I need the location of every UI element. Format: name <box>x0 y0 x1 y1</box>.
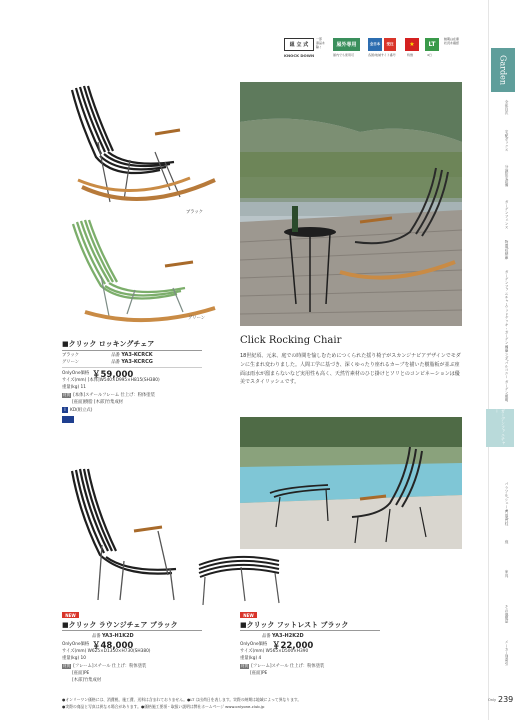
sidebar-tab-13[interactable]: 庭 <box>505 540 509 544</box>
rocking-price: ￥59,000 <box>92 370 134 380</box>
lounge-price: ￥48,000 <box>92 641 134 651</box>
lounge-material-row <box>62 664 146 670</box>
rocking-price-label: OnlyOne価格 <box>62 371 90 376</box>
badge-knockdown <box>284 38 314 51</box>
sidebar-tab-12[interactable]: 門扉/門柱 <box>505 510 509 526</box>
sidebar-tab-16[interactable]: メーカー別索引 <box>505 640 509 666</box>
lounge-material: [フレーム]スチール 仕上げ：粉体塗装 <box>73 664 147 669</box>
badge-nationwide <box>368 38 382 51</box>
lounge-divider <box>62 630 202 631</box>
footrest-price: ￥22,000 <box>272 641 314 651</box>
badge-order-label: 受注 <box>386 42 394 46</box>
footrest-weight: 重量(kg) 4 <box>240 656 262 661</box>
footrest-material: [フレーム]スチール 仕上げ：粉体塗装 <box>251 664 325 669</box>
footrest-material2: [座面]PE <box>250 671 268 676</box>
badge-lt-caption: 4日 <box>427 53 432 57</box>
footrest-image <box>195 545 285 607</box>
sidebar-tab-5[interactable]: ガーデンファニチャー <box>505 270 509 306</box>
footrest-title: ■クリック フットレスト ブラック <box>240 621 349 629</box>
sidebar-tab-2[interactable]: 分譲住宅設備 <box>505 165 509 187</box>
feature-title: Click Rocking Chair <box>240 335 342 346</box>
rocking-row-1-code: YA3-KCRCG <box>121 359 153 365</box>
lounge-chair-pool-photo <box>240 417 462 549</box>
badge-side-note: 一部 商品を 除く <box>316 37 326 49</box>
kd-icon: I <box>62 407 68 413</box>
lounge-weight: 重量(kg) 10 <box>62 656 86 661</box>
rocking-row-1 <box>62 359 153 366</box>
label-green: グリーン <box>188 316 206 321</box>
flag-china-icon: ★ <box>405 38 419 51</box>
badge-lt-label: LT <box>428 41 436 48</box>
lounge-code-label: 品番 <box>92 634 101 639</box>
rocking-weight: 重量(kg) 11 <box>62 385 86 390</box>
footrest-code-label: 品番 <box>262 634 271 639</box>
sidebar-tab-4[interactable]: 物置/収納庫 <box>505 240 509 260</box>
footer-note-1: ●オンリーワン価格には、消費税、施工費、送料は含まれておりません。●LT は出荷日を表します。実際の納期は地域によって異なります。 <box>62 697 302 702</box>
rocking-size: サイズ(mm) [本体]W540×D995×H815(SH380) <box>62 378 160 383</box>
page-number: 239 <box>498 695 514 704</box>
rocking-row-0-code: YA3-KCRCK <box>121 352 153 358</box>
feature-body: 18世紀頃、元来、庭での時間を愉しむためにつくられた揺り椅子がスカンジナビアデザインでモダンに生まれ変わりました。人間工学に基づき、深くゆったり座れるカーブを描いた樹脂板が並ぶ座面は雨水が溜まらないなど実用性も高く、天然竹素材のひじ掛けとソリとのコンビネーションは優美でスタイリッシュです。 <box>240 353 461 386</box>
badge-knockdown-caption: KNOCK DOWN <box>284 53 315 58</box>
rocking-material-row <box>62 393 155 399</box>
badge-lt <box>425 38 439 51</box>
badge-china-caption: 特徴 <box>407 53 414 57</box>
rocking-kd-row <box>62 407 92 414</box>
lounge-price-label: OnlyOne価格 <box>62 642 90 647</box>
sidebar-tab-14[interactable]: 家具 <box>505 570 509 578</box>
rocking-material2: [座面]樹脂 [木部]竹集成材 <box>72 400 124 405</box>
badge-outdoor <box>333 38 360 51</box>
rocking-divider <box>62 350 202 351</box>
rocking-row-0-code-label: 品番 <box>111 353 120 358</box>
lounge-chair-image <box>62 465 192 605</box>
lounge-material-tag: 材質 <box>63 664 71 668</box>
rocking-row-0-color: ブラック <box>62 353 80 358</box>
footrest-code: YA3-H2K2D <box>271 633 304 639</box>
sidebar-tab-3[interactable]: ガーデンフェンス <box>505 200 509 229</box>
lounge-title: ■クリック ラウンジチェア ブラック <box>62 621 178 629</box>
lounge-material2: [座面]PE <box>72 671 90 676</box>
sidebar-tab-0[interactable]: 全体目次 <box>505 100 509 115</box>
footer-note-2: ●実際の商品と写真は異なる場合があります。●価格施工要項・取扱い説明は弊社ホームページ www.onlyone-club.jp <box>62 704 265 709</box>
lounge-new-badge: NEW <box>62 612 79 618</box>
footrest-material-row <box>240 664 324 670</box>
rocking-title: ■クリック ロッキングチェア <box>62 340 155 348</box>
rocking-material: [本体]スチールフレーム 仕上げ：粉体塗装 <box>73 393 155 398</box>
rocking-kd: KD(組立式) <box>70 408 93 413</box>
sidebar-garden-tab[interactable]: Garden <box>491 48 515 92</box>
footrest-size: サイズ(mm) W565×D500×H390 <box>240 649 309 654</box>
footrest-divider <box>240 630 380 631</box>
sidebar-tab-6[interactable]: ウッドデッキ・ガーデン用品 <box>505 305 509 352</box>
badge-outdoor-label: 屋外専用 <box>336 42 357 48</box>
sidebar-tab-1[interactable]: 宅配ボックス <box>505 130 509 152</box>
footrest-price-label: OnlyOne価格 <box>240 642 268 647</box>
lounge-material3: [木部]竹集成材 <box>72 678 102 683</box>
sidebar-tab-8[interactable]: ガーデン照明 <box>505 380 509 402</box>
page-prefix: Only <box>488 698 497 702</box>
badge-right-note: 納期は在庫 状況を確認 <box>444 37 460 45</box>
rocking-row-1-color: グリーン <box>62 360 80 365</box>
sidebar-tab-7[interactable]: ベランダ/バルコニー <box>505 345 509 379</box>
lounge-code: YA3-H1K2D <box>101 633 134 639</box>
footrest-material-tag: 材質 <box>241 664 249 668</box>
sidebar-tab-10[interactable]: ガーデンファニチャー <box>486 409 514 447</box>
qr-tag-icon <box>62 416 74 423</box>
lounge-size: サイズ(mm) W625×D1350×H730(SH380) <box>62 649 151 654</box>
sidebar-tab-11[interactable]: パラソル/シェード <box>505 482 509 513</box>
badge-order <box>384 38 396 51</box>
rocking-material-tag: 材質 <box>63 393 71 397</box>
footrest-new-badge: NEW <box>240 612 257 618</box>
sidebar-tab-15[interactable]: その他製品 <box>505 605 509 623</box>
badge-nationwide-caption: 各国/地域サイト番号 <box>368 53 396 57</box>
label-black: ブラック <box>186 210 204 215</box>
badge-knockdown-label: 組 立 式 <box>289 42 309 48</box>
rocking-row-1-code-label: 品番 <box>111 360 120 365</box>
rocking-chair-terrace-photo <box>240 82 462 326</box>
rocking-chair-black-image <box>60 82 220 212</box>
badge-outdoor-caption: 屋内でも使用可 <box>333 53 355 57</box>
badge-nationwide-label: 全日本 <box>369 42 381 46</box>
rocking-chair-green-image <box>65 216 225 331</box>
